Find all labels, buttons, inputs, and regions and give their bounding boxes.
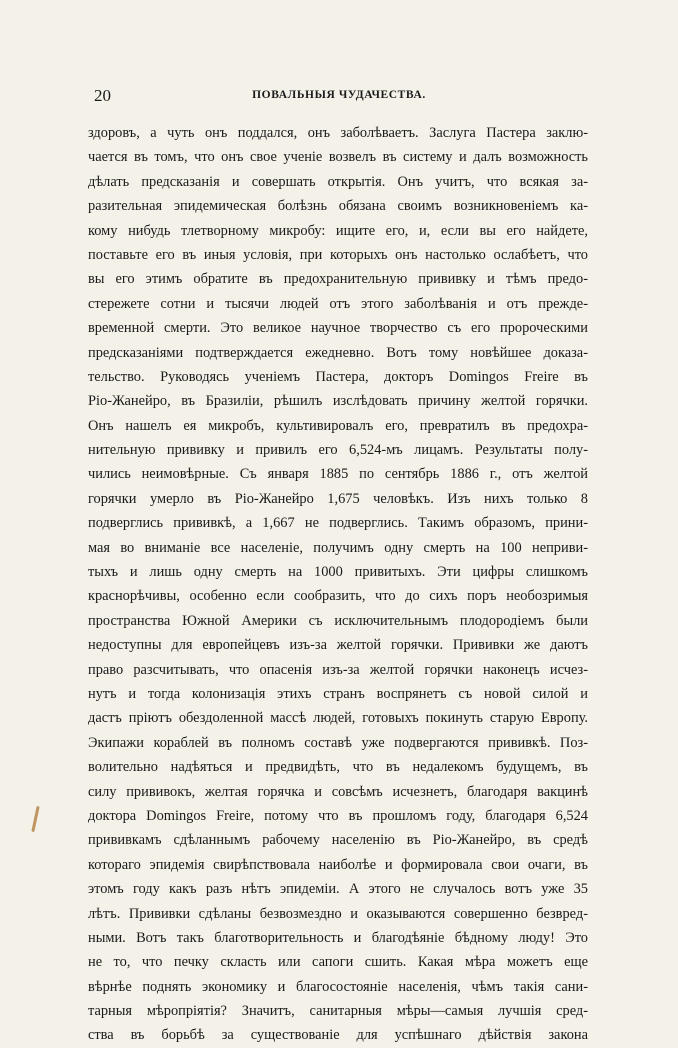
text-line: ными. Вотъ такъ благотворительность и благодѣяніе бѣдному люду! Это: [88, 929, 588, 946]
text-line: мая во вниманіе все населеніе, получимъ одну смерть на 100 неприви-: [88, 539, 588, 556]
text-line: тарныя мѣропріятія? Значитъ, санитарныя мѣры—самыя лучшія сред-: [88, 1003, 588, 1020]
text-line: чается въ томъ, что онъ свое ученіе возвелъ въ систему и далъ возможность: [88, 149, 588, 166]
text-line: котораго эпидемія свирѣпствовала наиболѣе и формировала свои очаги, въ: [88, 856, 588, 873]
text-line: силу прививокъ, желтая горячка и совсѣмъ исчезнетъ, благодаря вакцинѣ: [88, 783, 588, 800]
text-line: разительная эпидемическая болѣзнь обязана своимъ возникновеніемъ ка-: [88, 198, 588, 215]
running-title: ПОВАЛЬНЫЯ ЧУДАЧЕСТВА.: [252, 89, 426, 101]
text-line: стережете сотни и тысячи людей отъ этого заболѣванія и отъ прежде-: [88, 295, 588, 312]
text-line: здоровъ, а чуть онъ поддался, онъ заболѣваетъ. Заслуга Пастера заклю-: [88, 125, 588, 141]
text-line: поставьте его въ иныя условія, при которыхъ онъ настолько ослабѣетъ, что: [88, 246, 588, 263]
page-number: 20: [94, 86, 111, 105]
text-line: Ріо-Жанейро, въ Бразиліи, рѣшилъ изслѣдовать причину желтой горячки.: [88, 393, 588, 410]
text-line: тыхъ и лишь одну смерть на 1000 привитыхъ. Эти цифры слишкомъ: [88, 564, 588, 581]
text-line: Онъ нашелъ ея микробъ, культивировалъ его, превратилъ въ предохра-: [88, 417, 588, 434]
text-line: тельство. Руководясь ученіемъ Пастера, докторъ Domingos Freire въ: [88, 368, 588, 385]
text-line: временной смерти. Это великое научное творчество съ его пророческими: [88, 320, 588, 337]
page-header: [94, 86, 584, 108]
text-line: дѣлать предсказанія и совершать открытія. Онъ учитъ, что всякая за-: [88, 173, 588, 190]
text-line: подверглись прививкѣ, а 1,667 не подверглись. Такимъ образомъ, прини-: [88, 515, 588, 532]
text-line: дастъ пріютъ обездоленной массѣ людей, готовыхъ покинуть старую Европу.: [88, 710, 588, 727]
text-line: волительно надѣяться и предвидѣть, что въ недалекомъ будущемъ, въ: [88, 759, 588, 776]
text-line: прививкамъ сдѣланнымъ рабочему населенію въ Ріо-Жанейро, въ средѣ: [88, 832, 588, 849]
text-line: горячки умерло въ Ріо-Жанейро 1,675 человѣкъ. Изъ нихъ только 8: [88, 490, 588, 507]
text-line: чились неимовѣрные. Съ января 1885 по сентябрь 1886 г., отъ желтой: [88, 466, 588, 483]
text-line: нутъ и тогда колонизація этихъ странъ воспрянетъ съ новой силой и: [88, 685, 588, 702]
text-line: этомъ году какъ разъ нѣтъ эпидеміи. А этого не случалось вотъ уже 35: [88, 881, 588, 898]
margin-pencil-mark: [31, 806, 39, 832]
text-line: право разсчитывать, что опасенія изъ-за желтой горячки наконецъ исчез-: [88, 661, 588, 678]
text-line: кому нибудь тлетворному микробу: ищите его, и, если вы его найдете,: [88, 222, 588, 239]
text-line: вѣрнѣе поднять экономику и благосостояніе населенія, чѣмъ такія сани-: [88, 978, 588, 995]
text-line: краснорѣчивы, особенно если сообразить, что до сихъ поръ необозримыя: [88, 588, 588, 605]
text-line: пространства Южной Америки съ исключительнымъ плодородіемъ были: [88, 612, 588, 629]
text-line: недоступны для европейцевъ изъ-за желтой горячки. Прививки же даютъ: [88, 637, 588, 654]
text-line: Экипажи кораблей въ полномъ составѣ уже подвергаются прививкѣ. Поз-: [88, 734, 588, 751]
text-line: предсказаніями подтверждается ежедневно. Вотъ тому новѣйшее доказа-: [88, 344, 588, 361]
text-line: лѣтъ. Прививки сдѣланы безвозмездно и оказываются совершенно безвред-: [88, 905, 588, 922]
text-line: доктора Domingos Freire, потому что въ прошломъ году, благодаря 6,524: [88, 807, 588, 824]
text-line: нительную прививку и привилъ его 6,524-мъ лицамъ. Результаты полу-: [88, 442, 588, 459]
text-line: не то, что печку скласть или сапоги сшить. Какая мѣра можетъ еще: [88, 954, 588, 971]
text-line: вы его этимъ обратите въ предохранительную прививку и тѣмъ предо-: [88, 271, 588, 288]
text-line: ства въ борьбѣ за существованіе для успѣшнаго дѣйствія закона: [88, 1027, 588, 1044]
body-text: [88, 121, 588, 1048]
